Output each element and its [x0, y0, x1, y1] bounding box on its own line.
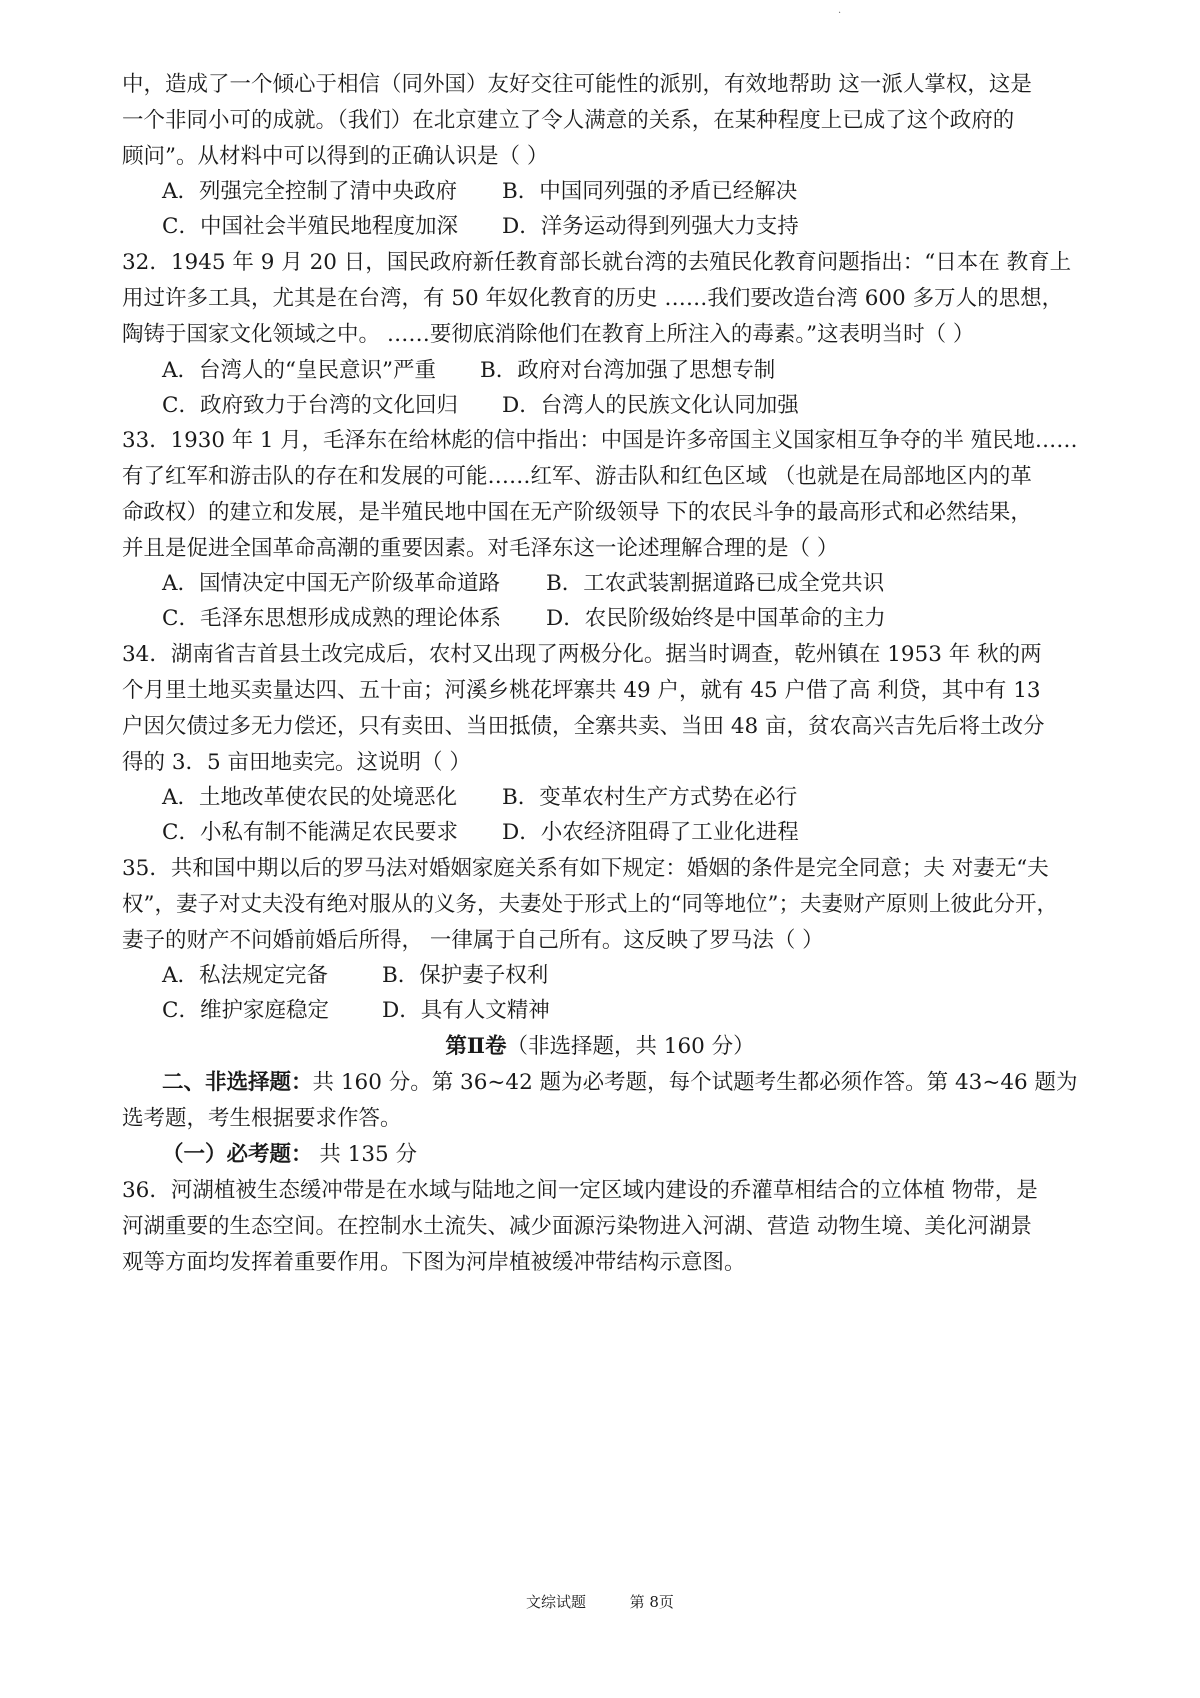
q34-line-4: 得的 3．5 亩田地卖完。这说明（ ）: [122, 750, 471, 775]
q32-line-3: 陶铸于国家文化领域之中。 ……要彻底消除他们在教育上所注入的毒素。”这表明当时（ ）: [122, 322, 975, 347]
q34-option-a: A．土地改革使农民的处境恶化: [162, 785, 458, 810]
q33-line-4: 并且是促进全国革命高潮的重要因素。对毛泽东这一论述理解合理的是（ ）: [122, 536, 839, 561]
page-footer: [0, 1592, 1200, 1612]
q36-line-3: 观等方面均发挥着重要作用。下图为河岸植被缓冲带结构示意图。: [122, 1250, 746, 1275]
part-2-instructions-line-1: [162, 1068, 1078, 1098]
q34-line-1: 34．湖南省吉首县土改完成后，农村又出现了两极分化。据当时调查，乾州镇在 1953 年 秋的两: [122, 642, 1042, 667]
q32-option-a: A．台湾人的“皇民意识”严重: [162, 358, 437, 383]
q36-line-1: 36．河湖植被生态缓冲带是在水域与陆地之间一定区域内建设的乔灌草相结合的立体植 物带，是: [122, 1178, 1038, 1203]
q31-line-3: 顾问”。从材料中可以得到的正确认识是（ ）: [122, 144, 549, 169]
required-label: （一）必考题：: [162, 1142, 313, 1167]
section-2-label: 二、非选择题：: [162, 1070, 313, 1095]
q32-option-b: B．政府对台湾加强了思想专制: [480, 358, 776, 383]
footer-page-number: 第 8页: [629, 1593, 674, 1611]
q35-line-1: 35．共和国中期以后的罗马法对婚姻家庭关系有如下规定：婚姻的条件是完全同意；夫 对妻无“夫: [122, 856, 1049, 881]
q33-line-2: 有了红军和游击队的存在和发展的可能……红军、游击队和红色区域 （也就是在局部地区内的革: [122, 464, 1032, 489]
section-2-text: 共 160 分。第 36~42 题为必考题，每个试题考生都必须作答。第 43~46 题为: [312, 1070, 1078, 1095]
q31-line-1: 中，造成了一个倾心于相信（同外国）友好交往可能性的派别，有效地帮助 这一派人掌权，这是: [122, 72, 1032, 97]
q35-line-3: 妻子的财产不问婚前婚后所得， 一律属于自己所有。这反映了罗马法（ ）: [122, 928, 824, 953]
q31-option-c: C．中国社会半殖民地程度加深: [162, 214, 458, 239]
q35-line-2: 权”，妻子对丈夫没有绝对服从的义务，夫妻处于形式上的“同等地位”；夫妻财产原则上彼此分开，: [122, 892, 1058, 917]
q31-line-2: 一个非同小可的成就。（我们）在北京建立了令人满意的关系，在某种程度上已成了这个政府的: [122, 108, 1015, 133]
q34-option-c: C．小私有制不能满足农民要求: [162, 820, 458, 845]
q34-option-b: B．变革农村生产方式势在必行: [502, 785, 798, 810]
q33-option-c: C．毛泽东思想形成成熟的理论体系: [162, 606, 501, 631]
q31-option-d: D．洋务运动得到列强大力支持: [502, 214, 799, 239]
q32-option-c: C．政府致力于台湾的文化回归: [162, 393, 458, 418]
footer-subject: 文综试题: [526, 1593, 587, 1611]
q34-line-3: 户因欠债过多无力偿还，只有卖田、当田抵债，全寨共卖、当田 48 亩，贫农高兴吉先后将土改分: [122, 714, 1045, 739]
q33-line-1: 33．1930 年 1 月，毛泽东在给林彪的信中指出：中国是许多帝国主义国家相互争夺的半 殖民地……: [122, 428, 1078, 453]
q31-option-b: B．中国同列强的矛盾已经解决: [502, 179, 798, 204]
corner-mark: ·: [838, 8, 842, 19]
q35-option-c: C．维护家庭稳定: [162, 998, 329, 1023]
q35-option-b: B．保护妻子权利: [382, 963, 549, 988]
q33-option-a: A．国情决定中国无产阶级革命道路: [162, 571, 501, 596]
part-2-instructions-line-2: 选考题，考生根据要求作答。: [122, 1106, 402, 1131]
part-2-label: 第Ⅱ卷: [445, 1034, 507, 1059]
q33-option-d: D．农民阶级始终是中国革命的主力: [546, 606, 886, 631]
q32-option-d: D．台湾人的民族文化认同加强: [502, 393, 799, 418]
q34-option-d: D．小农经济阻碍了工业化进程: [502, 820, 799, 845]
required-score: 共 135 分: [312, 1142, 418, 1167]
q36-line-2: 河湖重要的生态空间。在控制水土流失、减少面源污染物进入河湖、营造 动物生境、美化河湖景: [122, 1214, 1032, 1239]
q32-line-1: 32．1945 年 9 月 20 日，国民政府新任教育部长就台湾的去殖民化教育问题指出：“日本在 教育上: [122, 250, 1072, 275]
q35-option-a: A．私法规定完备: [162, 963, 329, 988]
q31-option-a: A．列强完全控制了清中央政府: [162, 179, 458, 204]
q33-line-3: 命政权）的建立和发展，是半殖民地中国在无产阶级领导 下的农民斗争的最高形式和必然结果，: [122, 500, 1032, 525]
required-section-heading: [162, 1140, 417, 1170]
q35-option-d: D．具有人文精神: [382, 998, 550, 1023]
part-2-subtitle: （非选择题，共 160 分）: [506, 1034, 755, 1059]
q33-option-b: B．工农武装割据道路已成全党共识: [546, 571, 885, 596]
q34-line-2: 个月里土地买卖量达四、五十亩；河溪乡桃花坪寨共 49 户，就有 45 户借了高 利贷，其中有 13: [122, 678, 1041, 703]
q32-line-2: 用过许多工具，尤其是在台湾，有 50 年奴化教育的历史 ……我们要改造台湾 600 多万人的思想，: [122, 286, 1064, 311]
part-2-title: [0, 1032, 1200, 1062]
